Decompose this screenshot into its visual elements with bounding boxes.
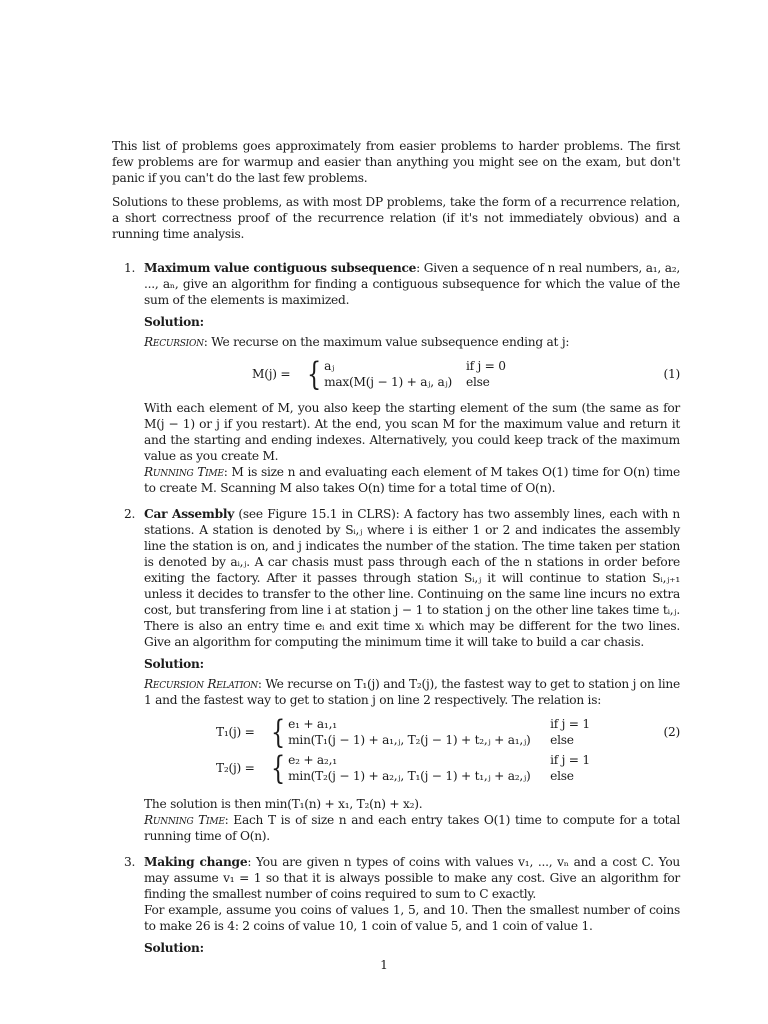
problem-statement-text: (see Figure 15.1 in CLRS): A factory has two assembly lines, each with n stations. A station is denoted by Sᵢ,ⱼ where i is either 1 or 2 and indicates the assembly line the station is on, and j indicates the number of the station. The time taken per station is denoted by aᵢ,ⱼ. A car chasis must pass through each of the n stations in order before exiting the factory. After it passes through station Sᵢ,ⱼ it will continue to station Sᵢ,ⱼ₊₁ unless it decides to transfer to the other line. Continuing on the same line incurs no extra cost, but transfering from line i at station j − 1 to station j on the other line takes time tᵢ,ⱼ. There is also an entry time eᵢ and exit time xᵢ which may be different for the two lines. Give an algorithm for computing the minimum time it will take to build a car chasis.	[144, 507, 681, 649]
left-brace: {	[271, 749, 286, 787]
problem-2	[112, 506, 680, 844]
equation-2	[144, 713, 680, 788]
recursion-paragraph	[144, 676, 680, 708]
problem-1	[112, 260, 680, 496]
running-time-paragraph	[144, 812, 680, 844]
left-brace: {	[271, 713, 286, 751]
running-time-text: : Each T is of size n and each entry takes O(1) time to compute for a total running time of O(n).	[144, 813, 680, 843]
problem-list	[112, 260, 680, 956]
equation-number: (1)	[663, 367, 680, 381]
equation-cases	[304, 355, 506, 393]
problem-statement	[144, 506, 680, 650]
equation-lhs: T₂(j) =	[216, 761, 255, 775]
case-cond: else	[550, 769, 574, 783]
equation-lhs: T₁(j) =	[216, 725, 255, 739]
problem-number: 1.	[124, 261, 136, 275]
case-expr: min(T₁(j − 1) + a₁,ⱼ, T₂(j − 1) + t₂,ⱼ + a₁,ⱼ)	[288, 733, 531, 747]
problem-number: 3.	[124, 855, 136, 869]
case-rows	[288, 716, 590, 748]
problem-statement-text: : You are given n types of coins with values v₁, ..., vₙ and a cost C. You may assume v₁ = 1 so that it is always possible to make any cost. Give an algorithm for finding the smallest number of coins required to sum to C exactly.	[144, 855, 681, 901]
case-cond: else	[465, 375, 490, 389]
left-brace: {	[307, 355, 322, 393]
recursion-paragraph	[144, 334, 680, 350]
problem-statement	[144, 854, 680, 902]
running-time-label: Running Time	[144, 813, 225, 827]
equation-lhs: M(j) =	[252, 367, 291, 381]
recursion-text: : We recurse on the maximum value subsequence ending at j:	[203, 335, 570, 349]
solution-label: Solution:	[144, 941, 204, 955]
case-cond: else	[550, 733, 574, 747]
case-cond: if j = 1	[550, 717, 590, 731]
case-expr: e₁ + a₁,₁	[288, 717, 337, 731]
page-content	[112, 138, 680, 966]
case-rows	[324, 358, 506, 390]
problem-title: Maximum value contiguous subsequence	[144, 261, 417, 275]
case-expr: e₂ + a₂,₁	[288, 753, 337, 767]
page-number: 1	[380, 958, 388, 972]
running-time-paragraph	[144, 464, 680, 496]
equation-cases	[268, 713, 590, 751]
problem-number: 2.	[124, 507, 136, 521]
solution-label: Solution:	[144, 315, 204, 329]
recursion-text: : We recurse on T₁(j) and T₂(j), the fastest way to get to station j on line 1 and the fastest way to get to station j on line 2 respectively. The relation is:	[144, 677, 680, 707]
explanation-paragraph: With each element of M, you also keep the starting element of the sum (the same as for M(j − 1) or j if you restart). At the end, you scan M for the maximum value and return it and the starting and ending indexes. Alternatively, you could keep track of the maximum value as you create M.	[144, 401, 680, 463]
case-cond: if j = 0	[465, 359, 506, 373]
recursion-label: Recursion Relation	[144, 677, 258, 691]
problem-statement-text: : Given a sequence of n real numbers, a₁, a₂, ..., aₙ, give an algorithm for finding a contiguous subsequence for which the value of the sum of the elements is maximized.	[144, 261, 681, 307]
running-time-label: Running Time	[144, 465, 224, 479]
running-time-text: : M is size n and evaluating each element of M takes O(1) time for O(n) time to create M. Scanning M also takes O(n) time for a total time of O(n).	[144, 465, 681, 495]
case-rows	[288, 752, 590, 784]
problem-statement	[144, 260, 680, 308]
problem-title: Making change	[144, 855, 248, 869]
case-expr: max(M(j − 1) + aⱼ, aⱼ)	[324, 375, 452, 389]
equation-number: (2)	[663, 725, 680, 739]
intro-paragraph-1: This list of problems goes approximately from easier problems to harder problems. The first few problems are for warmup and easier than anything you might see on the exam, but don't panic if you can't do the last few problems.	[112, 139, 680, 185]
example-paragraph: For example, assume you coins of values 1, 5, and 10. Then the smallest number of coins to make 26 is 4: 2 coins of value 10, 1 coin of value 5, and 1 coin of value 1.	[144, 903, 680, 933]
problem-title: Car Assembly	[144, 507, 235, 521]
problem-3	[112, 854, 680, 956]
case-cond: if j = 1	[550, 753, 590, 767]
case-expr: min(T₂(j − 1) + a₂,ⱼ, T₁(j − 1) + t₁,ⱼ + a₂,ⱼ)	[288, 769, 531, 783]
case-expr: aⱼ	[324, 359, 335, 373]
equation-1	[144, 355, 680, 393]
solution-statement: The solution is then min(T₁(n) + x₁, T₂(n) + x₂).	[144, 797, 423, 811]
recursion-label: Recursion	[144, 335, 204, 349]
intro-paragraph-2: Solutions to these problems, as with most DP problems, take the form of a recurrence relation, a short correctness proof of the recurrence relation (if it's not immediately obvious) and a running time analysis.	[112, 195, 680, 241]
solution-label: Solution:	[144, 657, 204, 671]
equation-cases	[268, 749, 590, 787]
